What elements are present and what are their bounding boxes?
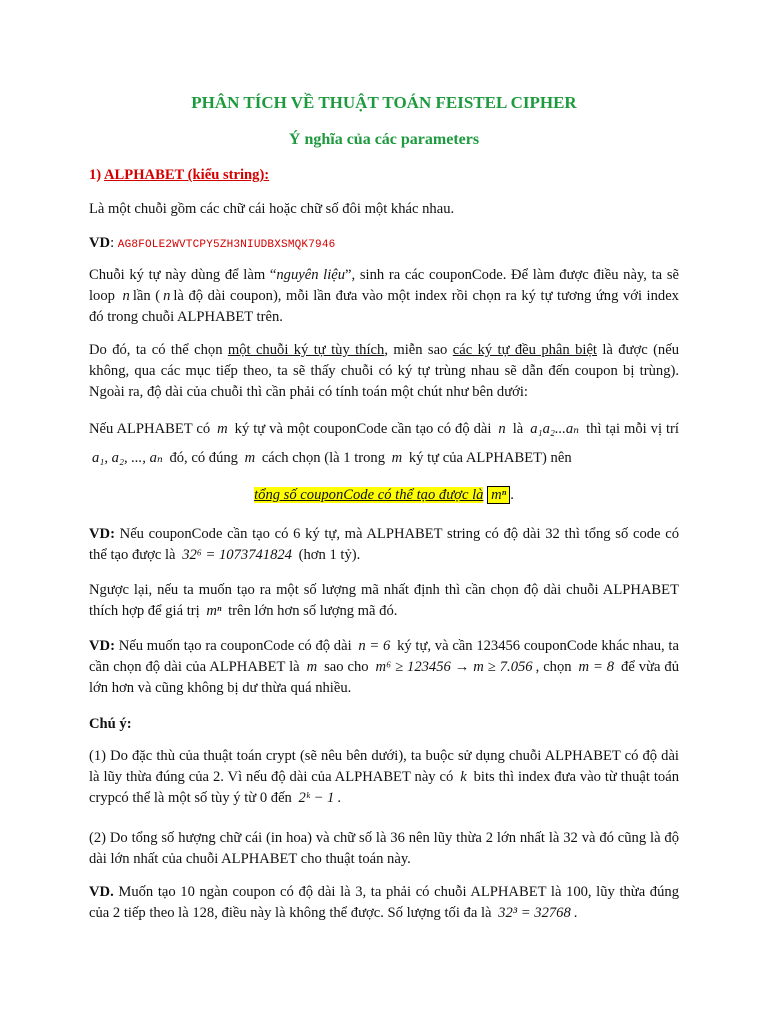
usage-text-c: lần (	[132, 288, 161, 304]
if-n-symbol: n	[498, 421, 506, 437]
choose-underline-1: một chuỗi ký tự tùy thích	[227, 342, 385, 358]
example-3-label: VD.	[89, 884, 114, 900]
if-m-symbol-3: m	[391, 450, 403, 466]
usage-n-symbol-2: n	[163, 288, 171, 304]
if-text-f: cách chọn (là 1 trong	[261, 450, 386, 466]
note-heading: Chú ý:	[89, 716, 132, 732]
note-2: (2) Do tổng số hượng chữ cái (in hoa) và chữ số là 36 nên lũy thừa 2 lớn nhất là 32 và đó cũng là độ dài lớn nhất của chuỗi ALPHABET cho thuật toán này.	[89, 830, 679, 867]
choose-underline-2: các ký tự đều phân biệt	[452, 342, 597, 358]
example-3-tail: .	[573, 905, 578, 921]
usage-paragraph	[89, 265, 679, 328]
reverse-text-b: trên lớn hơn số lượng mã đó.	[228, 603, 398, 619]
note-1-text-a: (1) Do đặc thù của thuật toán crypt (sẽ nêu bên dưới), ta buộc sử dụng chuỗi ALPHABET có độ dài là lũy thừa đúng của 2. Vì nếu độ dài của ALPHABET này có	[89, 748, 679, 785]
choose-text-a: Do đó, ta có thể chọn	[89, 342, 228, 358]
example-2-m8: m = 8	[578, 659, 615, 675]
usage-n-symbol: n	[122, 288, 130, 304]
note-1	[89, 746, 679, 809]
example-3-text: Muốn tạo 10 ngàn coupon có độ dài là 3, ta phải có chuỗi ALPHABET là 100, lũy thừa đúng của 2 tiếp theo là 128, điều này là không thể được. Số lượng tối đa là	[89, 884, 679, 921]
reverse-formula: mⁿ	[206, 603, 222, 619]
if-text-e: đó, có đúng	[169, 450, 238, 466]
usage-text-b: ”, sinh ra các couponCode. Để làm được điều này, ta sẽ loop	[89, 267, 679, 304]
example-2-text-b: ký tự, và cần 123456 couponCode khác nhau, ta cần chọn độ dài của ALPHABET là	[89, 638, 679, 675]
example-2-label: VD:	[89, 638, 115, 654]
example-label: VD	[89, 235, 111, 251]
highlight-box: mⁿ	[487, 486, 510, 504]
usage-italic: nguyên liệu	[276, 267, 346, 283]
usage-text-a: Chuỗi ký tự này dùng để làm “	[89, 267, 277, 283]
if-text-g: ký tự của ALPHABET) nên	[408, 450, 572, 466]
example-1-label: VD:	[89, 526, 115, 542]
choose-text-c: là được (nếu không, qua các mục tiếp theo, ta sẽ thấy chuỗi có ký tự trùng nhau sẽ dẫn đến coupon bị trùng). Ngoài ra, độ dài của chuỗi thì cần phải có tính toán một chút như bên dưới:	[89, 342, 679, 400]
choose-paragraph	[89, 340, 679, 403]
document-subtitle: Ý nghĩa của các parameters	[288, 131, 480, 148]
example-2-text-c: sao cho	[324, 659, 369, 675]
if-m-symbol-2: m	[244, 450, 256, 466]
choose-text-b: , miễn sao	[384, 342, 453, 358]
usage-text-d: là độ dài coupon), mỗi lần đưa vào một index rồi chọn ra ký tự tương ứng với index đó trong chuỗi ALPHABET trên.	[89, 288, 679, 325]
example-1	[89, 524, 679, 566]
section-heading	[89, 165, 679, 186]
example-2-text-d: , chọn	[535, 659, 572, 675]
example-3-formula: 32³ = 32768	[498, 905, 571, 921]
section-number: 1)	[89, 167, 102, 183]
note-1-text-b: bits thì index đưa vào từ thuật toán crypcó thể là một số tùy ý từ 0 đến	[89, 769, 679, 806]
if-text-d: thì tại mỗi vị trí	[586, 421, 679, 437]
example-2-text-a: Nếu muốn tạo ra couponCode có độ dài	[118, 638, 352, 654]
reverse-text-a: Ngược lại, nếu ta muốn tạo ra một số lượng mã nhất định thì cần chọn độ dài chuỗi ALPHABET thích hợp để giá trị	[89, 582, 679, 619]
if-text-c: là	[512, 421, 524, 437]
document-title: PHÂN TÍCH VỀ THUẬT TOÁN FEISTEL CIPHER	[191, 93, 577, 112]
section-title: ALPHABET (kiểu string):	[104, 167, 270, 183]
example-alphabet: VD: AG8FOLE2WVTCPY5ZH3NIUDBXSMQK7946	[89, 235, 336, 251]
example-2	[89, 636, 679, 699]
note-1-text-c: .	[337, 790, 342, 806]
example-2-text-e: để vừa đủ lớn hơn và cũng không bị dư thừa quá nhiều.	[89, 659, 679, 696]
if-text-b: ký tự và một couponCode cần tạo có độ dài	[234, 421, 492, 437]
if-text-a: Nếu ALPHABET có	[89, 421, 211, 437]
if-paragraph	[89, 415, 679, 473]
example-1-tail: (hơn 1 tỷ).	[298, 547, 361, 563]
example-3	[89, 882, 679, 924]
definition-paragraph: Là một chuỗi gồm các chữ cái hoặc chữ số đôi một khác nhau.	[89, 201, 455, 217]
highlight-formula: tổng số couponCode có thể tạo được là mⁿ .	[254, 487, 514, 503]
example-1-text: Nếu couponCode cần tạo có 6 ký tự, mà ALPHABET string có độ dài 32 thì tổng số code có thể tạo được là	[89, 526, 679, 563]
alphabet-example-code: AG8FOLE2WVTCPY5ZH3NIUDBXSMQK7946	[117, 239, 336, 251]
highlight-text: tổng số couponCode có thể tạo được là	[254, 487, 484, 503]
if-m-symbol: m	[217, 421, 228, 437]
example-2-formula: m⁶ ≥ 123456 → m ≥ 7.056	[375, 659, 533, 675]
note-1-formula: 2ᵏ − 1	[298, 790, 335, 806]
note-1-k: k	[460, 769, 467, 785]
example-2-n: n = 6	[358, 638, 391, 654]
example-2-m: m	[306, 659, 318, 675]
if-sequence: a₁a₂...aₙ	[530, 421, 580, 437]
example-1-formula: 32⁶ = 1073741824	[182, 547, 292, 563]
reverse-paragraph	[89, 580, 679, 622]
if-sequence-2: a₁, a₂, ..., aₙ	[92, 450, 163, 466]
